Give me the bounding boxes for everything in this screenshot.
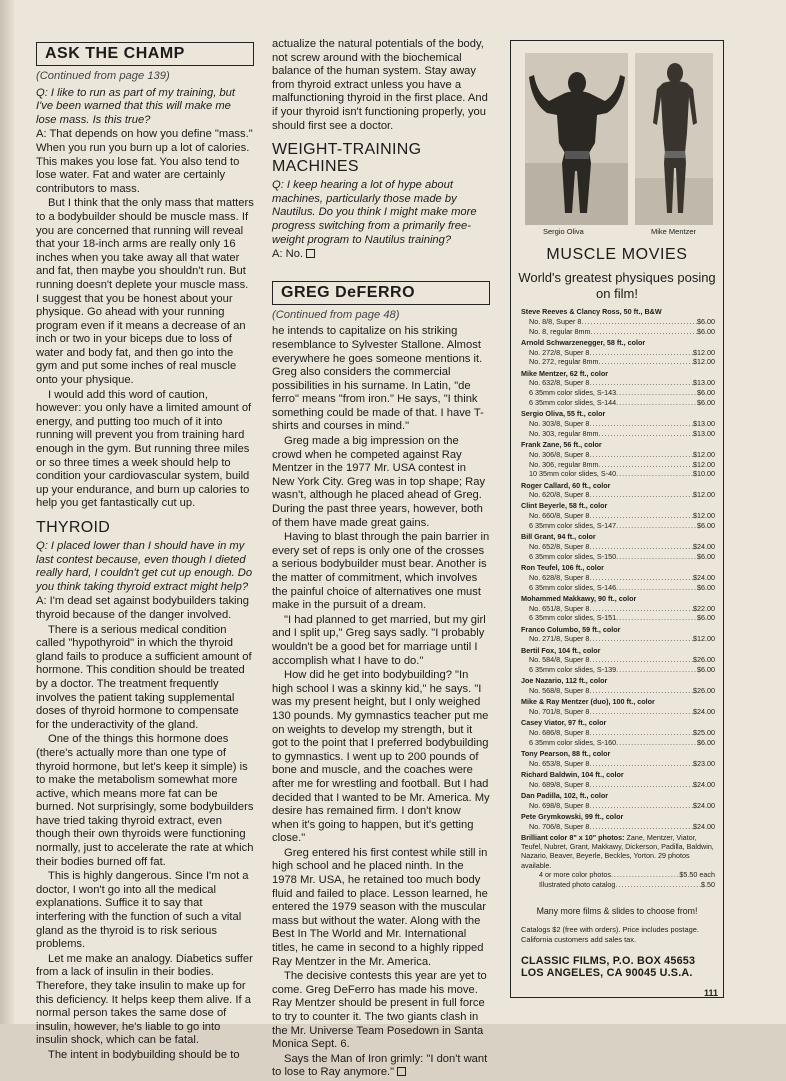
catalog-note: Catalogs $2 (free with orders). Price includes postage. California customers add sales tax. (521, 925, 699, 944)
dot-leader (581, 317, 697, 327)
price-row (521, 573, 715, 583)
greg-deferro-title: GREG DeFERRO (272, 281, 490, 305)
paragraph: How did he get into bodybuilding? "In high school I was a skinny kid," he says. "I was my present height, but I only weighed 130 pounds. My gymnastics teacher put me on weights to develop my strength, but it got to the point that I preferred bodybuilding to gymnastics. I went up to 200 pounds of bone and muscle, and the coaches were after me for wrestling and football. But I had decided that I wanted to be Mr. America. My desire has remained firm. I don't know when it's going to happen, but it's getting close." (272, 669, 490, 845)
film-name: Pete Grymkowski, 99 ft., color (521, 812, 624, 822)
price-row (521, 880, 715, 890)
dot-leader (589, 707, 693, 717)
paragraph: he intends to capitalize on his striking resemblance to Sylvester Stallone. Almost everywhere he goes someone mentions it. Greg also considers the commercial possibilities in his surname. In Latin, "de ferro" means "from iron." He says, "I think something could be made of that. I have T-shirts and courses in mind." (272, 325, 484, 433)
item-label: No. 706/8, Super 8 (529, 821, 590, 831)
address-line-2: LOS ANGELES, CA 90045 U.S.A. (521, 967, 693, 980)
continued-note: (Continued from page 48) (272, 308, 400, 321)
dot-leader (589, 378, 693, 388)
ad-title: MUSCLE MOVIES (546, 246, 688, 263)
film-entry (521, 369, 715, 408)
photo-offer-text: Zane, Mentzer, Viator, Teufel, Nubret, Grant, Makkawy, Dickerson, Padilla, Baldwin, Nazario, Beaver, Beyerle, Beckles, Yorton. 29 photos available. (521, 833, 714, 870)
price-row (521, 388, 715, 398)
item-price: $12.00 (693, 634, 715, 644)
film-name: Arnold Schwarzenegger, 58 ft., color (521, 337, 646, 347)
weight-training-heading: WEIGHT-TRAINING MACHINES (272, 141, 422, 176)
price-row (521, 469, 715, 479)
item-label: 4 or more color photos (539, 869, 611, 879)
item-price: $24.00 (693, 572, 715, 582)
photo-sergio-oliva (525, 53, 628, 225)
dot-leader (591, 327, 697, 337)
dot-leader (589, 542, 693, 552)
item-price: $6.00 (697, 521, 715, 531)
ask-the-champ-title: ASK THE CHAMP (36, 42, 254, 66)
dot-leader (615, 880, 701, 890)
item-label: No. 632/8, Super 8 (529, 378, 590, 388)
dot-leader (589, 822, 693, 832)
price-row (521, 327, 715, 337)
film-entry (521, 307, 715, 336)
item-price: $24.00 (693, 542, 715, 552)
film-name: Bertil Fox, 104 ft., color (521, 645, 601, 655)
film-list (521, 307, 715, 889)
dot-leader (589, 801, 693, 811)
item-price: $6.00 (697, 665, 715, 675)
item-price: $26.00 (693, 655, 715, 665)
item-price: $25.00 (693, 728, 715, 738)
item-label: No. 584/8, Super 8 (529, 655, 590, 665)
paragraph: But I think that the only mass that matters to a bodybuilder should be muscle mass. If you are concerned that running will reveal that your 18-inch arms are really only 16 inches when you take away all that water and fat, then maybe you shouldn't run. But running doesn't deplete your muscle mass. I suggest that you be honest about your physique. Go ahead with your running program even if it means a decrease of an inch or two in your biceps due to loss of water and body fat, and then go into the gym and put some inches of real muscle onto your physique. (36, 197, 254, 387)
paragraph: The intent in bodybuilding should be to (48, 1048, 240, 1061)
price-row (521, 870, 715, 880)
item-price: $24.00 (693, 779, 715, 789)
item-label: No. 272/8, Super 8 (529, 347, 590, 357)
price-row (521, 490, 715, 500)
item-price: $24.00 (693, 821, 715, 831)
dot-leader (589, 634, 693, 644)
price-row (521, 604, 715, 614)
price-row (521, 738, 715, 748)
film-entry (521, 440, 715, 479)
item-label: No. 689/8, Super 8 (529, 779, 590, 789)
muscle-movies-ad (510, 40, 724, 998)
item-price: $6.00 (697, 316, 715, 326)
item-label: 6 35mm color slides, S-146 (529, 582, 617, 592)
paragraph: Greg made a big impression on the crowd when he competed against Ray Mentzer in the 1977 Mr. USA contest in New York City. Greg was in top shape; Ray wasn't, although he placed ahead of Greg. During the past three years, however, both of them have made great gains. (272, 435, 486, 529)
dot-leader (589, 686, 693, 696)
photo-offer (521, 833, 715, 870)
item-price: $24.00 (693, 800, 715, 810)
film-entry (521, 409, 715, 438)
film-entry (521, 718, 715, 747)
item-price: $6.00 (697, 737, 715, 747)
item-price: $26.00 (693, 686, 715, 696)
price-row (521, 707, 715, 717)
item-label: No. 8, regular 8mm (529, 326, 591, 336)
dot-leader (616, 469, 693, 479)
price-row (521, 665, 715, 675)
paragraph: I would add this word of caution, however: you only have a limited amount of energy, and putting too much of it into running will prevent you from training hard enough in the gym. But running three miles or so three times a week should help to condition your cardiovascular system, build up your endurance, and burn up calories to help you get fantastically cut up. (36, 388, 252, 510)
price-row (521, 460, 715, 470)
price-row (521, 686, 715, 696)
item-label: No. 271/8, Super 8 (529, 634, 590, 644)
item-label: No. 701/8, Super 8 (529, 707, 590, 717)
paragraph: Says the Man of Iron grimly: "I don't want to lose to Ray anymore." (272, 1052, 488, 1079)
item-label: No. 628/8, Super 8 (529, 572, 590, 582)
paragraph: actualize the natural potentials of the body, not screw around with the biochemical balance of the human system. Stay away from thyroid extract unless you have a malfunctioning thyroid in the first place. And if your thyroid isn't functioning properly, you should first see a doctor. (272, 38, 488, 132)
price-row (521, 759, 715, 769)
price-row (521, 634, 715, 644)
film-entry (521, 563, 715, 592)
item-price: $6.00 (697, 613, 715, 623)
film-name: Ron Teufel, 106 ft., color (521, 563, 604, 573)
end-mark-icon (306, 249, 315, 258)
film-name: Mike Mentzer, 62 ft., color (521, 368, 609, 378)
price-row (521, 357, 715, 367)
item-price: $12.00 (693, 347, 715, 357)
film-name: Richard Baldwin, 104 ft., color (521, 770, 624, 780)
film-name: Roger Callard, 60 ft., color (521, 480, 611, 490)
item-label: No. 306, regular 8mm (529, 459, 599, 469)
dot-leader (616, 552, 697, 562)
item-label: 6 35mm color slides, S-147 (529, 521, 617, 531)
item-label: No. 660/8, Super 8 (529, 511, 590, 521)
price-row (521, 450, 715, 460)
item-price: $12.00 (693, 357, 715, 367)
item-label: No. 8/8, Super 8 (529, 316, 582, 326)
item-price: $13.00 (693, 378, 715, 388)
dot-leader (589, 573, 693, 583)
dot-leader (616, 613, 697, 623)
item-label: 6 35mm color slides, S-160 (529, 737, 617, 747)
dot-leader (589, 780, 693, 790)
dot-leader (589, 604, 693, 614)
price-row (521, 780, 715, 790)
film-entry (521, 625, 715, 645)
dot-leader (616, 738, 697, 748)
film-entry (521, 791, 715, 811)
price-row (521, 317, 715, 327)
item-price: $23.00 (693, 758, 715, 768)
item-price: $6.00 (697, 388, 715, 398)
dot-leader (616, 398, 697, 408)
item-price: $24.00 (693, 707, 715, 717)
price-row (521, 542, 715, 552)
question-thyroid: Q: I placed lower than I should have in my last contest because, even though I dieted really hard, I couldn't get cut up enough. Do you think taking thyroid extract might help? (36, 540, 253, 593)
dot-leader (589, 450, 693, 460)
item-label: No. 653/8, Super 8 (529, 758, 590, 768)
film-name: Bill Grant, 94 ft., color (521, 532, 596, 542)
film-entry (521, 749, 715, 769)
item-price: $5.50 each (679, 869, 715, 879)
film-entry (521, 770, 715, 790)
item-price: $6.00 (697, 397, 715, 407)
item-label: No. 698/8, Super 8 (529, 800, 590, 810)
price-row (521, 511, 715, 521)
item-price: $13.00 (693, 428, 715, 438)
page-spine-shadow (0, 0, 14, 1024)
item-price: $6.00 (697, 551, 715, 561)
item-price: $6.00 (697, 326, 715, 336)
dot-leader (589, 348, 693, 358)
item-label: 6 35mm color slides, S-151 (529, 613, 617, 623)
price-row (521, 398, 715, 408)
ad-subtitle: World's greatest physiques posing on film! (518, 270, 716, 301)
price-row (521, 552, 715, 562)
more-films-note: Many more films & slides to choose from! (536, 906, 698, 916)
price-row (521, 429, 715, 439)
item-label: 6 35mm color slides, S-143 (529, 388, 617, 398)
dot-leader (599, 357, 694, 367)
caption-mike: Mike Mentzer (651, 227, 697, 236)
caption-sergio: Sergio Oliva (543, 227, 584, 236)
film-entry (521, 338, 715, 367)
film-name: Dan Padilla, 102, ft., color (521, 791, 609, 801)
dot-leader (589, 419, 693, 429)
price-row (521, 801, 715, 811)
price-row (521, 583, 715, 593)
end-mark-icon (397, 1067, 406, 1076)
film-name: Frank Zane, 56 ft., color (521, 439, 602, 449)
item-label: 6 35mm color slides, S-150 (529, 551, 617, 561)
item-label: No. 686/8, Super 8 (529, 728, 590, 738)
address-line-1: CLASSIC FILMS, P.O. BOX 45653 (521, 955, 696, 967)
film-name: Tony Pearson, 88 ft., color (521, 749, 611, 759)
paragraph: "I had planned to get married, but my girl and I split up," Greg says sadly. "I probably wouldn't be a good bet for marriage until I accomplish what I have to do." (272, 613, 486, 667)
dot-leader (599, 460, 694, 470)
item-label: No. 652/8, Super 8 (529, 542, 590, 552)
item-price: $.50 (701, 879, 715, 889)
continued-note: (Continued from page 139) (36, 70, 170, 82)
ask-the-champ-column (36, 38, 254, 1064)
item-price: $12.00 (693, 459, 715, 469)
dot-leader (589, 728, 693, 738)
price-row (521, 378, 715, 388)
film-name: Joe Nazario, 112 ft., color (521, 676, 608, 686)
film-entry (521, 594, 715, 623)
item-price: $13.00 (693, 418, 715, 428)
paragraph: Let me make an analogy. Diabetics suffer from a lack of insulin in their bodies. Therefore, they take insulin to make up for this deficiency. It helps keep them alive. If a normal person takes the same dose of insulin, however, he's liable to go into insulin shock, which can be fatal. (36, 952, 253, 1047)
paragraph: The decisive contests this year are yet to come. Greg DeFerro has made his move. Ray Mentzer should be present in full force to try to counter it. The two giants clash in the Mr. Universe Team Posedown in Santa Monica Sept. 6. (272, 970, 487, 1051)
paragraph: Having to blast through the pain barrier in every set of reps is only one of the crosses a serious bodybuilder must bear. Another is the matter of commitment, which involves the painful choice of alternatives one must make in the pursuit of a dream. (272, 531, 490, 612)
answer-thyroid: A: I'm dead set against bodybuilders taking thyroid because of the danger involved. (36, 595, 249, 621)
item-price: $10.00 (693, 469, 715, 479)
item-price: $6.00 (697, 582, 715, 592)
item-label: No. 651/8, Super 8 (529, 603, 590, 613)
film-entry (521, 501, 715, 530)
film-name: Clint Beyerle, 58 ft., color (521, 501, 608, 511)
paragraph: One of the things this hormone does (there's actually more than one type of thyroid hormone, but let's keep it simple) is to make the metabolism somewhat more active, which means more fat can be burned. Not surprisingly, some bodybuilders have tried taking thyroid extract, even though their own thyroids were functioning normally, just to accelerate the rate at which their bodies burned off fat. (36, 733, 254, 868)
dot-leader (589, 655, 693, 665)
item-label: Illustrated photo catalog (539, 879, 616, 889)
paragraph: This is highly dangerous. Since I'm not a doctor, I won't go into all the medical explanations. Suffice it to say that interfering with the function of such a vital gland as the thyroid is to risk serious problems. (36, 870, 249, 951)
dot-leader (616, 665, 697, 675)
film-name: Casey Viator, 97 ft., color (521, 718, 607, 728)
film-entry (521, 532, 715, 561)
mailing-address (521, 955, 715, 980)
film-entry (521, 697, 715, 717)
film-name: Franco Columbo, 59 ft., color (521, 624, 621, 634)
question-running: Q: I like to run as part of my training, but I've been warned that this will make me lose mass. Is this true? (36, 86, 235, 126)
photo-mike-mentzer (635, 53, 713, 225)
item-price: $12.00 (693, 449, 715, 459)
dot-leader (589, 759, 693, 769)
film-entry (521, 676, 715, 696)
photo-offer-title: Brilliant color 8" x 10" photos: (521, 833, 625, 843)
price-row (521, 655, 715, 665)
film-entry (521, 646, 715, 675)
dot-leader (589, 511, 693, 521)
item-price: $12.00 (693, 490, 715, 500)
paragraph: Greg entered his first contest while still in high school and he placed ninth. In the 1978 Mr. USA, he retained too much body fluid and failed to place. Lesson learned, he entered the 1979 season with the muscular mass but without the water. Along with the Best In The World and Mr. International titles, he came in second to a highly ripped Ray Mentzer in the Mr. America. (272, 846, 488, 968)
film-entry (521, 812, 715, 832)
item-label: 6 35mm color slides, S-139 (529, 665, 617, 675)
dot-leader (616, 521, 697, 531)
price-row (521, 822, 715, 832)
item-label: No. 303, regular 8mm (529, 428, 599, 438)
film-entry (521, 481, 715, 501)
dot-leader (611, 870, 680, 880)
price-row (521, 728, 715, 738)
thyroid-heading: THYROID (36, 519, 111, 536)
price-row (521, 521, 715, 531)
film-name: Mohammed Makkawy, 90 ft., color (521, 593, 637, 603)
film-name: Sergio Oliva, 55 ft., color (521, 409, 606, 419)
dot-leader (589, 490, 693, 500)
item-label: 6 35mm color slides, S-144 (529, 397, 617, 407)
item-label: No. 303/8, Super 8 (529, 418, 590, 428)
item-label: No. 272, regular 8mm (529, 357, 599, 367)
price-row (521, 419, 715, 429)
page-number: 111 (704, 988, 719, 998)
question-machines: Q: I keep hearing a lot of hype about machines, particularly those made by Nautilus. Do you think I might make more progress switching from a primarily free-weight program to Nautilus training? (272, 179, 477, 246)
item-label: No. 568/8, Super 8 (529, 686, 590, 696)
answer-running: A: That depends on how you define "mass." When you run you burn up a lot of calories. This makes you lose fat. You also tend to lose water. Fat and water are certainly contributors to mass. (36, 128, 253, 195)
film-name: Mike & Ray Mentzer (duo), 100 ft., color (521, 697, 655, 707)
item-label: 10 35mm color slides, S-40 (529, 469, 617, 479)
item-price: $12.00 (693, 511, 715, 521)
price-row (521, 348, 715, 358)
dot-leader (599, 429, 694, 439)
dot-leader (616, 388, 697, 398)
paragraph: There is a serious medical condition called "hypothyroid" in which the thyroid gland fails to produce a sufficient amount of hormone. This condition should be treated by a doctor. The treatment frequently involves the patient taking supplemental doses of thyroid hormone to compensate for the underactivity of the gland. (36, 623, 252, 731)
price-row (521, 613, 715, 623)
dot-leader (616, 583, 697, 593)
answer-machines: A: No. (272, 248, 490, 262)
middle-column (272, 38, 490, 1081)
item-label: No. 620/8, Super 8 (529, 490, 590, 500)
item-label: No. 306/8, Super 8 (529, 449, 590, 459)
item-price: $22.00 (693, 603, 715, 613)
film-name: Steve Reeves & Clancy Ross, 50 ft., B&W (521, 307, 662, 316)
